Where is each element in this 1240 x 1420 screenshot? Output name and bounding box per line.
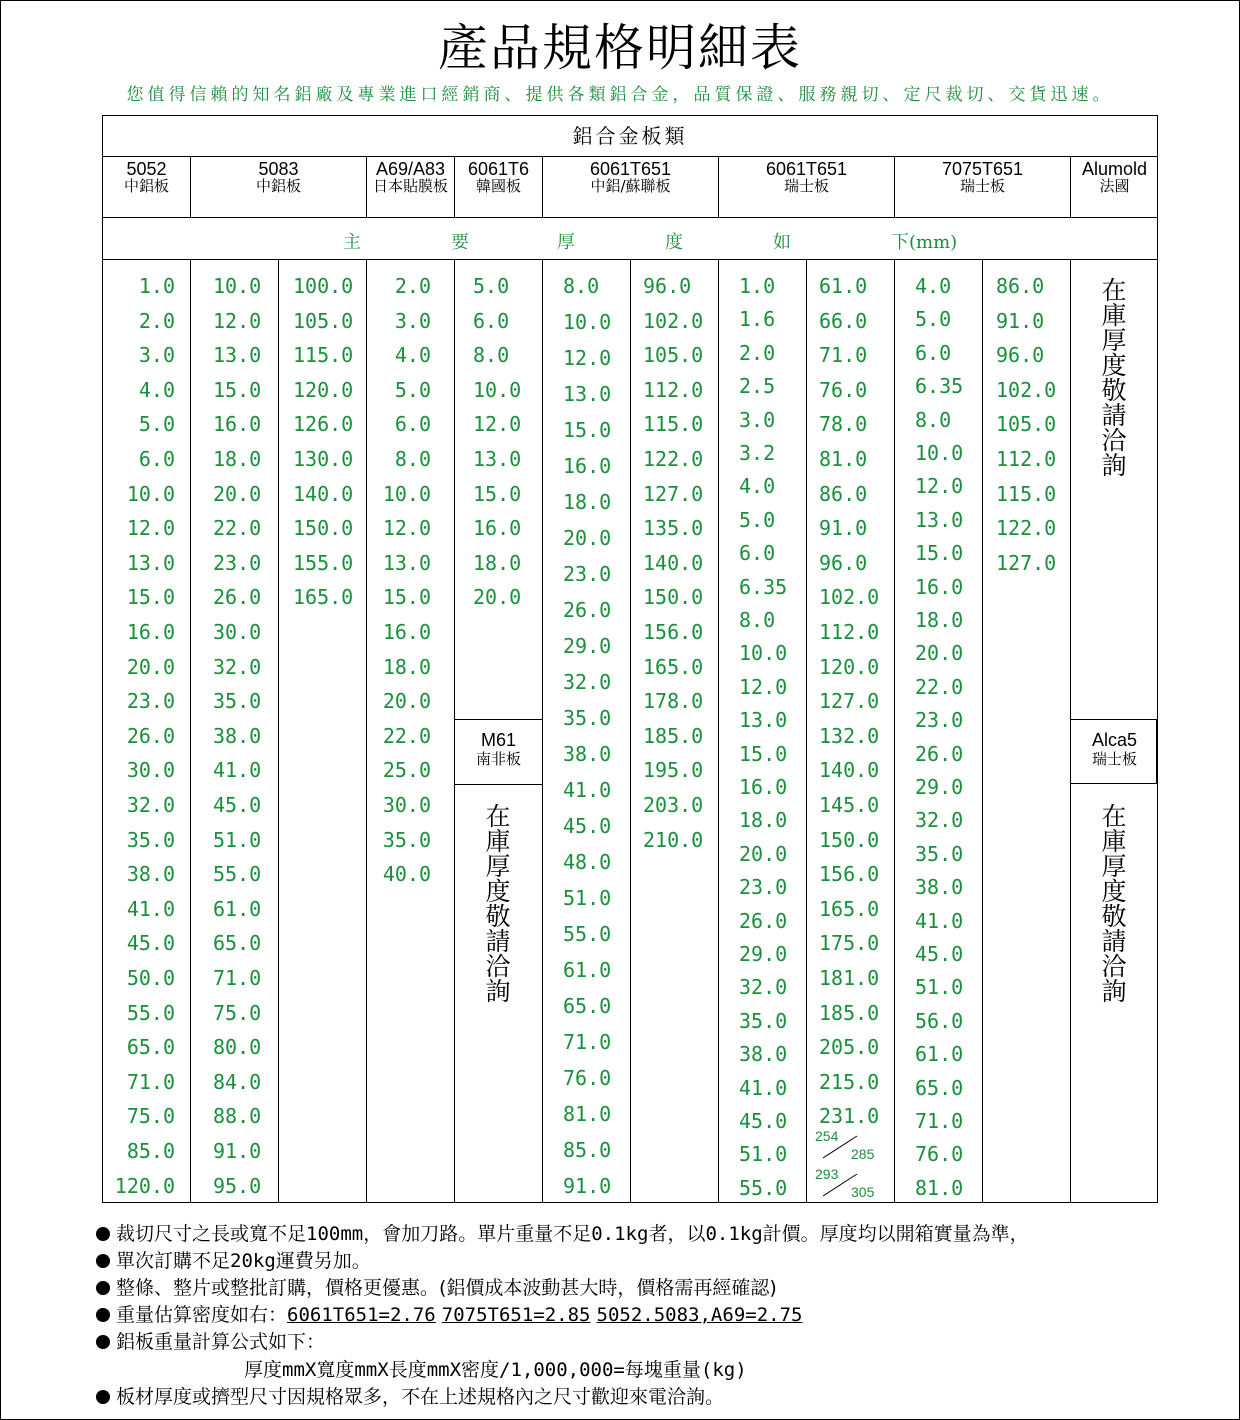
thickness-value: 35.0 — [563, 706, 612, 730]
thickness-value: 26.0 — [213, 585, 262, 610]
thickness-value: 61.0 — [915, 1042, 964, 1067]
thickness-value: 10.0 — [739, 641, 788, 666]
divider — [718, 259, 719, 1202]
thickness-value: 35.0 — [739, 1008, 788, 1033]
thickness-value: 45.0 — [739, 1109, 788, 1133]
thickness-value: 2.0 — [739, 340, 776, 365]
thickness-value: 102.0 — [996, 377, 1057, 402]
thickness-value: 65.0 — [915, 1075, 964, 1100]
thickness-value: 140.0 — [293, 481, 354, 506]
thickness-value: 5.0 — [739, 507, 776, 532]
thickness-value: 50.0 — [126, 966, 175, 990]
thickness-value: 23.0 — [126, 689, 175, 714]
thickness-value: 85.0 — [126, 1139, 175, 1163]
thickness-value: 30.0 — [213, 620, 262, 644]
divider — [366, 259, 367, 1202]
thickness-value: 127.0 — [996, 550, 1057, 575]
inquire-char: 庫 — [485, 827, 511, 856]
thickness-value: 156.0 — [819, 862, 880, 887]
thickness-value: 45.0 — [563, 814, 612, 838]
thickness-value: 6.35 — [915, 374, 964, 399]
header-7075t651: 7075T651 瑞士板 — [941, 159, 1024, 195]
note-item: 鋁板重量計算公式如下： — [96, 1327, 325, 1354]
thickness-value: 10.0 — [213, 274, 262, 298]
thickness-value: 215.0 — [819, 1069, 880, 1094]
thickness-value: 45.0 — [126, 931, 175, 956]
thickness-value: 127.0 — [819, 689, 880, 714]
thickness-value: 91.0 — [996, 308, 1045, 333]
thickness-value: 165.0 — [819, 896, 880, 921]
thickness-value: 16.0 — [915, 574, 964, 599]
thickness-value: 18.0 — [739, 808, 788, 833]
thickness-value: 8.0 — [394, 447, 431, 471]
thickness-value: 150.0 — [293, 516, 354, 541]
thickness-value: 120.0 — [293, 377, 354, 402]
thickness-value: 41.0 — [739, 1075, 788, 1100]
thickness-value: 140.0 — [819, 758, 880, 783]
thickness-value: 8.0 — [739, 608, 776, 632]
thickness-value: 30.0 — [382, 793, 431, 817]
thickness-value: 12.0 — [739, 674, 788, 699]
inquire-vertical-text — [1099, 804, 1129, 1004]
thickness-value: 4.0 — [915, 274, 952, 298]
divider — [454, 784, 542, 785]
thickness-value: 10.0 — [126, 481, 175, 506]
spec-table — [102, 115, 1158, 1203]
thickness-value: 18.0 — [915, 608, 964, 632]
inquire-char: 詢 — [485, 977, 511, 1006]
thickness-value: 205.0 — [819, 1035, 880, 1060]
divider — [982, 259, 983, 1202]
bullet-icon — [96, 1308, 110, 1322]
inquire-vertical-text — [483, 804, 513, 1004]
page-title: 產品規格明細表 — [438, 19, 802, 77]
thickness-value: 32.0 — [915, 808, 964, 833]
thickness-value: 18.0 — [563, 490, 612, 514]
thickness-value: 91.0 — [213, 1139, 262, 1163]
thickness-value: 6.0 — [915, 340, 952, 365]
thickness-value: 22.0 — [915, 674, 964, 699]
thickness-value: 20.0 — [473, 585, 522, 610]
thickness-value: 100.0 — [293, 274, 354, 298]
divider — [190, 259, 191, 1202]
thickness-value: 96.0 — [819, 550, 868, 575]
thickness-value: 4.0 — [739, 474, 776, 499]
header-5083: 5083 中鋁板 — [255, 159, 301, 195]
thickness-value: 4.0 — [138, 377, 175, 402]
thickness-value: 20.0 — [739, 841, 788, 866]
thickness-value: 15.0 — [126, 585, 175, 610]
thickness-value: 135.0 — [643, 516, 704, 541]
note-item: 板材厚度或擠型尺寸因規格眾多，不在上述規格內之尺寸歡迎來電洽詢。 — [96, 1382, 724, 1409]
header-alumold: Alumold 法國 — [1081, 159, 1148, 195]
thickness-value: 13.0 — [563, 382, 612, 406]
thickness-value: 2.0 — [138, 308, 175, 333]
inquire-char: 度 — [1101, 351, 1127, 380]
thickness-value: 76.0 — [563, 1066, 612, 1090]
size-fraction: 293 305 — [815, 1166, 875, 1200]
thickness-value: 15.0 — [739, 741, 788, 766]
thickness-value: 5.0 — [473, 274, 510, 298]
note-item: 重量估算密度如右：6061T651=2.76 7075T651=2.85 5052.5083,A69=2.75 — [96, 1300, 802, 1327]
note-item: 整條、整片或整批訂購，價格更優惠。(鋁價成本波動甚大時，價格需再經確認) — [96, 1273, 777, 1300]
inquire-char: 敬 — [1101, 902, 1127, 931]
thickness-value: 41.0 — [915, 908, 964, 933]
thickness-value: 61.0 — [819, 274, 868, 298]
thickness-value: 23.0 — [213, 550, 262, 575]
thickness-value: 71.0 — [819, 343, 868, 368]
thickness-value: 95.0 — [213, 1173, 262, 1198]
thickness-value: 75.0 — [213, 1000, 262, 1025]
thickness-value: 15.0 — [473, 481, 522, 506]
thickness-value: 156.0 — [643, 620, 704, 644]
thickness-value: 1.6 — [739, 307, 776, 332]
note-item: 單次訂購不足20kg運費另加。 — [96, 1246, 371, 1273]
thickness-value: 15.0 — [563, 418, 612, 442]
thickness-value: 32.0 — [213, 654, 262, 679]
bullet-icon — [96, 1335, 110, 1349]
inquire-char: 詢 — [1101, 977, 1127, 1006]
thickness-value: 210.0 — [643, 827, 704, 852]
page-subtitle: 您值得信賴的知名鋁廠及專業進口經銷商、提供各類鋁合金，品質保證、服務親切、定尺裁切、交貨迅速。 — [126, 85, 1114, 105]
thickness-value: 150.0 — [643, 585, 704, 610]
thickness-value: 12.0 — [213, 308, 262, 333]
thickness-value: 48.0 — [563, 850, 612, 874]
thickness-value: 4.0 — [394, 343, 431, 368]
bullet-icon — [96, 1281, 110, 1295]
thickness-value: 38.0 — [915, 875, 964, 900]
thickness-value: 15.0 — [382, 585, 431, 610]
thickness-value: 102.0 — [643, 308, 704, 333]
thickness-value: 145.0 — [819, 793, 880, 817]
thickness-value: 81.0 — [819, 447, 868, 471]
thickness-value: 81.0 — [915, 1175, 964, 1200]
thickness-value: 112.0 — [996, 447, 1057, 471]
thickness-value: 12.0 — [473, 412, 522, 437]
thickness-value: 26.0 — [126, 723, 175, 748]
thickness-value: 5.0 — [394, 377, 431, 402]
thickness-value: 16.0 — [126, 620, 175, 644]
thickness-value: 18.0 — [473, 550, 522, 575]
thickness-value: 35.0 — [126, 827, 175, 852]
thickness-value: 132.0 — [819, 723, 880, 748]
thickness-value: 23.0 — [915, 708, 964, 733]
thickness-value: 1.0 — [739, 274, 776, 298]
thickness-value: 16.0 — [382, 620, 431, 644]
thickness-value: 1.0 — [138, 274, 175, 298]
inquire-char: 度 — [485, 877, 511, 906]
thickness-value: 150.0 — [819, 827, 880, 852]
thickness-value: 71.0 — [213, 966, 262, 990]
header-6061t651-ch: 6061T651 瑞士板 — [765, 159, 848, 195]
thickness-value: 20.0 — [126, 654, 175, 679]
thickness-value: 20.0 — [213, 481, 262, 506]
thickness-value: 130.0 — [293, 447, 354, 471]
thickness-value: 6.0 — [138, 447, 175, 471]
thickness-value: 38.0 — [563, 742, 612, 766]
thickness-value: 115.0 — [293, 343, 354, 368]
thickness-value: 16.0 — [739, 775, 788, 799]
thickness-value: 8.0 — [915, 407, 952, 432]
bullet-icon — [96, 1390, 110, 1404]
inquire-char: 在 — [485, 802, 511, 831]
m61-header: M61 南非板 — [475, 730, 521, 768]
thickness-value: 41.0 — [126, 896, 175, 921]
thickness-value: 120.0 — [114, 1173, 175, 1198]
divider — [806, 259, 807, 1202]
thickness-value: 6.0 — [473, 308, 510, 333]
inquire-char: 在 — [1101, 276, 1127, 305]
inquire-char: 庫 — [1101, 827, 1127, 856]
thickness-value: 35.0 — [213, 689, 262, 714]
thickness-value: 12.0 — [563, 346, 612, 370]
thickness-value: 105.0 — [996, 412, 1057, 437]
thickness-value: 56.0 — [915, 1008, 964, 1033]
thickness-value: 12.0 — [126, 516, 175, 541]
thickness-value: 8.0 — [563, 274, 600, 298]
thickness-value: 51.0 — [563, 886, 612, 910]
thickness-value: 96.0 — [996, 343, 1045, 368]
thickness-value: 29.0 — [739, 942, 788, 966]
alca5-header: Alca5 瑞士板 — [1091, 730, 1138, 768]
inquire-char: 厚 — [1101, 326, 1127, 355]
thickness-value: 51.0 — [739, 1142, 788, 1167]
thickness-value: 105.0 — [643, 343, 704, 368]
inquire-char: 度 — [1101, 877, 1127, 906]
bullet-icon — [96, 1227, 110, 1241]
thickness-value: 3.0 — [138, 343, 175, 368]
thickness-value: 203.0 — [643, 793, 704, 817]
formula: 厚度mmX寬度mmX長度mmX密度/1,000,000=每塊重量(kg) — [244, 1359, 747, 1381]
thickness-value: 12.0 — [382, 516, 431, 541]
thickness-value: 85.0 — [563, 1138, 612, 1162]
thickness-value: 35.0 — [382, 827, 431, 852]
thickness-value: 195.0 — [643, 758, 704, 783]
thickness-value: 76.0 — [915, 1142, 964, 1167]
thickness-value: 10.0 — [473, 377, 522, 402]
thickness-value: 32.0 — [739, 975, 788, 1000]
thickness-value: 32.0 — [563, 670, 612, 694]
thickness-value: 65.0 — [213, 931, 262, 956]
thickness-value: 25.0 — [382, 758, 431, 783]
thickness-value: 102.0 — [819, 585, 880, 610]
size-fraction: 254 285 — [815, 1128, 875, 1162]
thickness-value: 126.0 — [293, 412, 354, 437]
divider — [630, 259, 631, 1202]
inquire-char: 請 — [1101, 401, 1127, 430]
thickness-value: 40.0 — [382, 862, 431, 887]
thickness-value: 112.0 — [819, 620, 880, 644]
thickness-value: 13.0 — [213, 343, 262, 368]
thickness-value: 30.0 — [126, 758, 175, 783]
thickness-value: 10.0 — [563, 310, 612, 334]
thickness-value: 55.0 — [126, 1000, 175, 1025]
thickness-value: 78.0 — [819, 412, 868, 437]
thickness-value: 29.0 — [563, 634, 612, 658]
thickness-value: 55.0 — [213, 862, 262, 887]
thickness-value: 140.0 — [643, 550, 704, 575]
inquire-char: 請 — [1101, 927, 1127, 956]
inquire-char: 在 — [1101, 802, 1127, 831]
inquire-char: 厚 — [1101, 852, 1127, 881]
thickness-value: 65.0 — [563, 994, 612, 1018]
thickness-value: 66.0 — [819, 308, 868, 333]
thickness-value: 175.0 — [819, 931, 880, 956]
header-6061t6: 6061T6 韓國板 — [467, 159, 530, 195]
thickness-value: 22.0 — [213, 516, 262, 541]
thickness-value: 41.0 — [563, 778, 612, 802]
thickness-value: 22.0 — [382, 723, 431, 748]
thickness-value: 41.0 — [213, 758, 262, 783]
category-header: 鋁合金板類 — [572, 124, 688, 148]
inquire-vertical-text — [1099, 278, 1129, 478]
thickness-value: 51.0 — [213, 827, 262, 852]
inquire-char: 詢 — [1101, 451, 1127, 480]
thickness-value: 20.0 — [563, 526, 612, 550]
thickness-value: 8.0 — [473, 343, 510, 368]
thickness-value: 81.0 — [563, 1102, 612, 1126]
thickness-value: 71.0 — [126, 1069, 175, 1094]
thickness-value: 80.0 — [213, 1035, 262, 1060]
thickness-value: 16.0 — [473, 516, 522, 541]
thickness-value: 15.0 — [915, 541, 964, 566]
main-thickness-label: 主 要 厚 度 如 下(mm) — [343, 232, 958, 253]
thickness-value: 185.0 — [643, 723, 704, 748]
thickness-value: 86.0 — [996, 274, 1045, 298]
inquire-char: 庫 — [1101, 301, 1127, 330]
thickness-value: 122.0 — [643, 447, 704, 471]
inquire-char: 請 — [485, 927, 511, 956]
thickness-value: 16.0 — [213, 412, 262, 437]
thickness-value: 45.0 — [915, 942, 964, 966]
thickness-value: 23.0 — [563, 562, 612, 586]
thickness-value: 38.0 — [213, 723, 262, 748]
thickness-value: 3.0 — [739, 407, 776, 432]
thickness-value: 75.0 — [126, 1104, 175, 1129]
thickness-value: 3.2 — [739, 441, 776, 465]
thickness-value: 71.0 — [563, 1030, 612, 1054]
thickness-value: 76.0 — [819, 377, 868, 402]
thickness-value: 65.0 — [126, 1035, 175, 1060]
thickness-value: 3.0 — [394, 308, 431, 333]
note-item: 裁切尺寸之長或寬不足100mm，會加刀路。單片重量不足0.1kg者，以0.1kg計價。厚度均以開箱實量為準， — [96, 1219, 1029, 1246]
thickness-value: 15.0 — [213, 377, 262, 402]
divider — [454, 719, 542, 720]
thickness-value: 181.0 — [819, 966, 880, 990]
thickness-value: 29.0 — [915, 775, 964, 799]
thickness-value: 32.0 — [126, 793, 175, 817]
thickness-value: 112.0 — [643, 377, 704, 402]
inquire-char: 洽 — [485, 952, 511, 981]
thickness-value: 26.0 — [739, 908, 788, 933]
inquire-char: 敬 — [485, 902, 511, 931]
thickness-value: 51.0 — [915, 975, 964, 1000]
divider — [103, 156, 1157, 157]
inquire-char: 厚 — [485, 852, 511, 881]
thickness-value: 178.0 — [643, 689, 704, 714]
divider — [894, 259, 895, 1202]
thickness-value: 10.0 — [915, 441, 964, 465]
header-a69: A69/A83 日本貼膜板 — [372, 159, 448, 195]
thickness-value: 2.0 — [394, 274, 431, 298]
thickness-value: 105.0 — [293, 308, 354, 333]
thickness-value: 231.0 — [819, 1104, 880, 1129]
thickness-value: 165.0 — [293, 585, 354, 610]
thickness-value: 6.0 — [739, 541, 776, 566]
thickness-value: 155.0 — [293, 550, 354, 575]
header-6061t651-cn: 6061T651 中鋁/蘇聯板 — [589, 159, 672, 195]
thickness-value: 45.0 — [213, 793, 262, 817]
thickness-value: 16.0 — [563, 454, 612, 478]
thickness-value: 6.35 — [739, 574, 788, 599]
thickness-value: 185.0 — [819, 1000, 880, 1025]
thickness-value: 26.0 — [563, 598, 612, 622]
divider — [542, 259, 543, 1202]
thickness-value: 5.0 — [138, 412, 175, 437]
thickness-value: 61.0 — [213, 896, 262, 921]
thickness-value: 127.0 — [643, 481, 704, 506]
thickness-value: 120.0 — [819, 654, 880, 679]
thickness-value: 122.0 — [996, 516, 1057, 541]
thickness-value: 55.0 — [563, 922, 612, 946]
thickness-value: 26.0 — [915, 741, 964, 766]
inquire-char: 洽 — [1101, 426, 1127, 455]
thickness-value: 96.0 — [643, 274, 692, 298]
thickness-value: 91.0 — [563, 1174, 612, 1198]
header-5052: 5052 中鋁板 — [123, 159, 169, 195]
thickness-value: 165.0 — [643, 654, 704, 679]
thickness-value: 55.0 — [739, 1175, 788, 1200]
thickness-value: 13.0 — [473, 447, 522, 471]
thickness-value: 88.0 — [213, 1104, 262, 1129]
thickness-value: 38.0 — [126, 862, 175, 887]
thickness-value: 20.0 — [382, 689, 431, 714]
thickness-value: 91.0 — [819, 516, 868, 541]
thickness-value: 23.0 — [739, 875, 788, 900]
thickness-value: 18.0 — [382, 654, 431, 679]
thickness-value: 115.0 — [643, 412, 704, 437]
inquire-char: 洽 — [1101, 952, 1127, 981]
thickness-value: 38.0 — [739, 1042, 788, 1067]
thickness-value: 13.0 — [126, 550, 175, 575]
inquire-char: 敬 — [1101, 376, 1127, 405]
thickness-value: 10.0 — [382, 481, 431, 506]
thickness-value: 5.0 — [915, 307, 952, 332]
thickness-value: 115.0 — [996, 481, 1057, 506]
thickness-value: 13.0 — [915, 507, 964, 532]
thickness-value: 71.0 — [915, 1109, 964, 1133]
thickness-value: 84.0 — [213, 1069, 262, 1094]
thickness-value: 12.0 — [915, 474, 964, 499]
bullet-icon — [96, 1254, 110, 1268]
divider — [278, 259, 279, 1202]
thickness-value: 20.0 — [915, 641, 964, 666]
thickness-value: 13.0 — [382, 550, 431, 575]
divider — [103, 217, 1157, 218]
thickness-value: 35.0 — [915, 841, 964, 866]
thickness-value: 18.0 — [213, 447, 262, 471]
thickness-value: 13.0 — [739, 708, 788, 733]
thickness-value: 61.0 — [563, 958, 612, 982]
thickness-value: 6.0 — [394, 412, 431, 437]
thickness-value: 2.5 — [739, 374, 776, 399]
thickness-value: 86.0 — [819, 481, 868, 506]
